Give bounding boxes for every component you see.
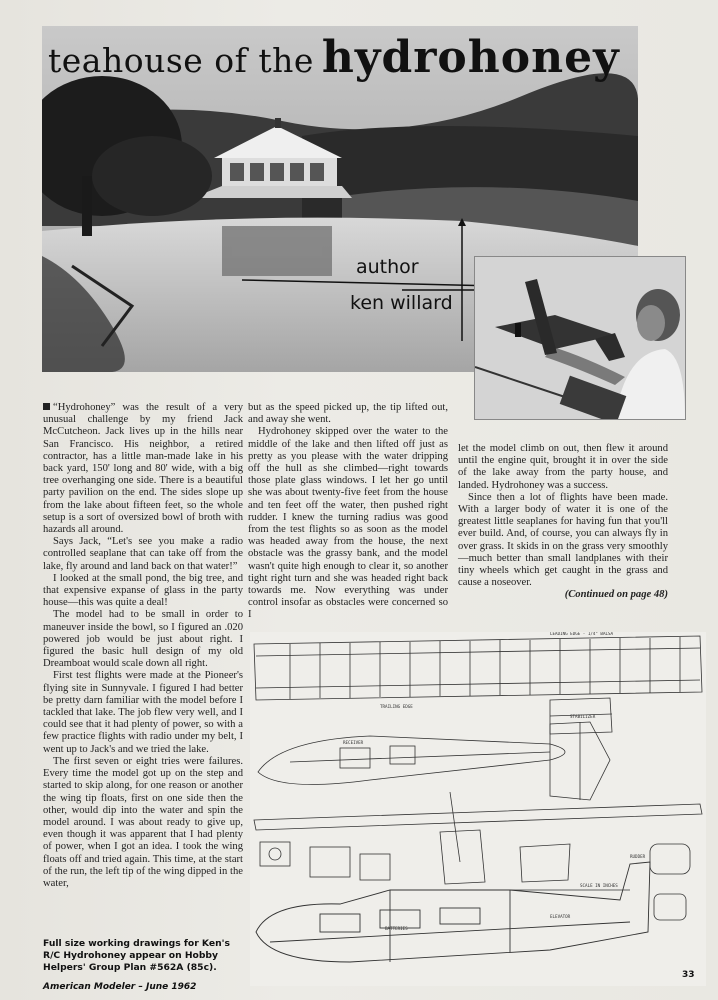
paragraph: let the model climb on out, then flew it around until the engine quit, brought it in over the side of the lake away from the party house, and landed. Hydrohoney was a success. [458, 443, 668, 491]
paragraph: Since then a lot of flights have been made. With a larger body of water it is one of the greatest little seaplanes for having fun that you'll ever build. And, of course, you can always fly in over grass. It skids in on the grass very smoothly—much better than small landplanes with their tiny wheels which get caught in the grass and cause a noseover. [458, 491, 668, 589]
paragraph: Says Jack, “Let's see you make a radio controlled seaplane that can take off from the lake, fly around and land back on that water!” [43, 536, 243, 572]
magazine-issue: American Modeler – June 1962 [43, 982, 197, 992]
article-column-1 [43, 402, 243, 890]
plan-label-rudder: RUDDER [630, 854, 646, 859]
title-big: hydrohoney [321, 32, 620, 83]
paragraph: but as the speed picked up, the tip lifted out, and away she went. [248, 402, 448, 426]
paragraph: “Hydrohoney” was the result of a very unusual challenge by my friend Jack McCutcheon. Jack lives up in the hills near San Francisco. His neighbor, a retired contractor, has a little man-made lake in his back yard, 150' long and 80' wide, with a big tree overhanging one side. There is a beautiful party pavilion on the end. The sides slope up from the lake about fifteen feet, so the whole setup is a sort of oversized bowl of broth with hazards all around. [43, 402, 243, 536]
paragraph: The model had to be small in order to maneuver inside the bowl, so I figured an .020 powered job would be just about right. I figured the basic hull design of my old Dreamboat would scale down all right. [43, 609, 243, 670]
paragraph: The first seven or eight tries were failures. Every time the model got up on the step and started to skip along, for one reason or another the wing tip floats, first on one side then the other, would dip into the water and spin the model around. I was about ready to give up, even though it was apparent that I had plenty of power, when I got an idea. I took the wing floats off and tried again. This time, at the start of the run, the left tip of the wing dipped in the water, [43, 755, 243, 889]
article-column-2 [248, 402, 448, 622]
plan-label-trailing-edge: TRAILING EDGE [380, 704, 413, 709]
caption-author: author [356, 256, 419, 278]
plan-label-scale: SCALE IN INCHES [580, 883, 618, 888]
plans-svg [250, 632, 706, 986]
author-with-model-photo [474, 256, 686, 420]
plan-label-leading-edge: LEADING EDGE - 1/4" BALSA [550, 632, 614, 636]
paragraph: First test flights were made at the Pioneer's flying site in Sunnyvale. I figured I had better be pretty darn familiar with the model before I tackled that lake. The job flew very well, and I could see that it had plenty of power, so with a few practice flights with radio under my belt, I went up to Jack's and we tried the lake. [43, 670, 243, 755]
continued-note: (Continued on page 48) [564, 589, 668, 601]
bullet-icon [43, 403, 50, 410]
article-title [48, 30, 634, 86]
plan-label-batteries: BATTERIES [385, 926, 408, 931]
plans-drawing [250, 632, 706, 986]
plan-label-elevator: ELEVATOR [550, 914, 571, 919]
page-number: 33 [682, 970, 695, 980]
paragraph: I looked at the small pond, the big tree, and that expensive expanse of glass in the party house—this was quite a deal! [43, 572, 243, 609]
plan-label-stabilizer: STABILIZER [570, 714, 596, 719]
article-column-3 [458, 443, 668, 602]
plan-label-receiver: RECEIVER [343, 740, 364, 745]
plans-note: Full size working drawings for Ken's R/C Hydrohoney appear on Hobby Helpers' Group Plan #562A (85c). [43, 938, 230, 973]
paragraph: Hydrohoney skipped over the water to the middle of the lake and then lifted off just as pretty as you please with the water dripping off the hull as she climbed—right towards those plate glass windows. I let her go until she was about twenty-five feet from the house and ten feet off the water, then pushed right rudder. I knew the turning radius was good from the test flights so as soon as the model was headed away from the house, the next obstacle was the grassy bank, and the model wasn't quite high enough to clear it, so another tight right turn and she was headed right back towards me. Now everything was under control insofar as obstacles were concerned so I [248, 426, 448, 621]
title-small: teahouse of the [48, 41, 314, 80]
inset-scene [475, 257, 685, 419]
caption-author-name: ken willard [350, 292, 453, 314]
